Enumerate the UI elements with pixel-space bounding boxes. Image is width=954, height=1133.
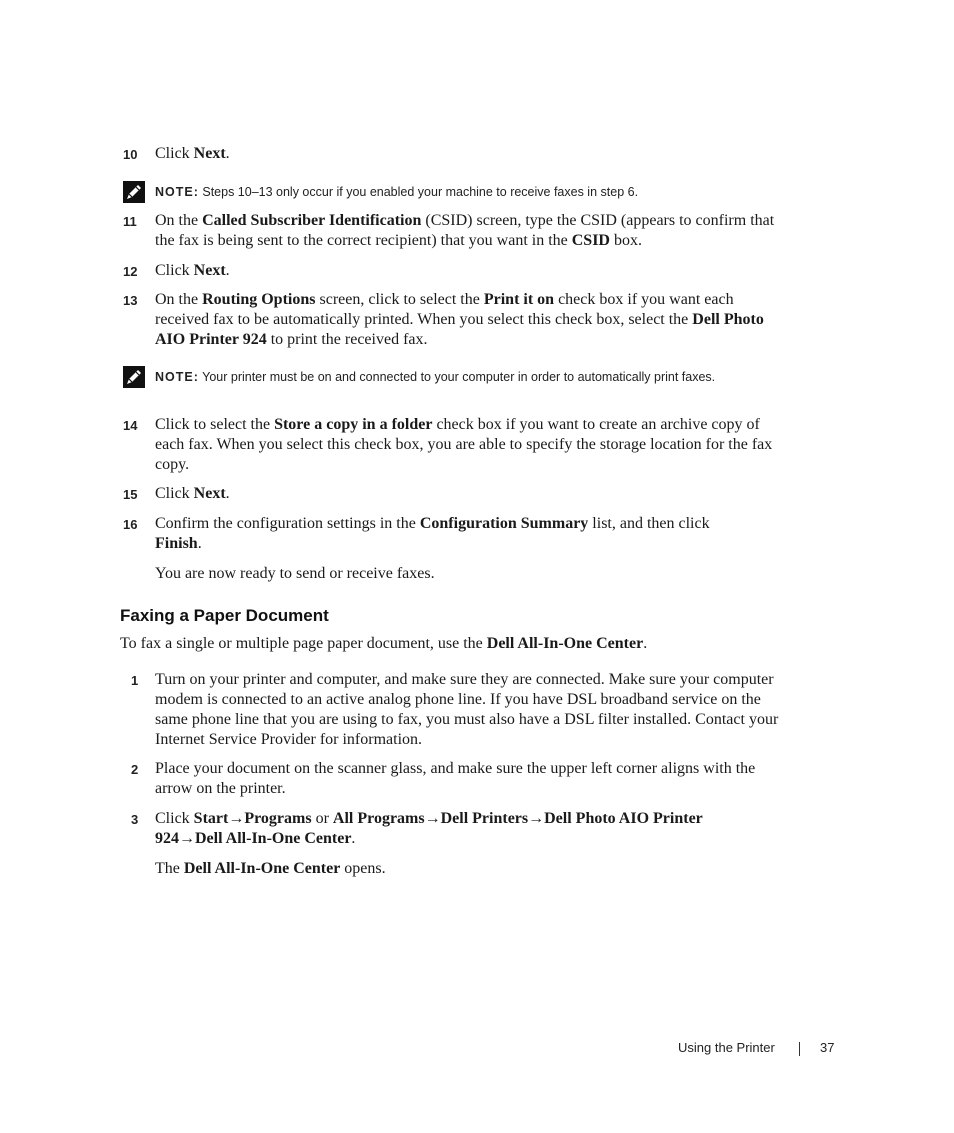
step-number-10: 10 bbox=[123, 147, 138, 162]
ready-text: You are now ready to send or receive faxes. bbox=[155, 565, 435, 582]
text-run: or bbox=[311, 810, 333, 827]
bold-term: Next bbox=[193, 485, 226, 502]
bold-term: Finish bbox=[155, 535, 198, 552]
note-label: NOTE: bbox=[155, 185, 199, 199]
step-11-text bbox=[155, 211, 785, 251]
step-number-13: 13 bbox=[123, 293, 138, 308]
text-run: list, and then click bbox=[588, 515, 710, 532]
text-run: Click bbox=[155, 262, 194, 279]
text-run: Click bbox=[155, 810, 194, 827]
step-number-14: 14 bbox=[123, 418, 138, 433]
text-run: Click bbox=[155, 485, 194, 502]
text-run: . bbox=[225, 262, 230, 279]
bold-term: Dell All-In-One Center bbox=[486, 635, 644, 652]
text-run: The bbox=[155, 860, 184, 877]
bold-term: Programs bbox=[244, 810, 312, 827]
text-run: Place your document on the scanner glass, and make sure the upper left corner aligns with the arrow on the printer. bbox=[155, 760, 756, 797]
bold-term: All Programs bbox=[332, 810, 425, 827]
note-body: Steps 10–13 only occur if you enabled your machine to receive faxes in step 6. bbox=[198, 185, 639, 199]
step-number-3: 3 bbox=[131, 812, 139, 827]
bold-term: Next bbox=[193, 262, 226, 279]
note-pencil-icon bbox=[123, 366, 145, 388]
text-run: . bbox=[225, 485, 230, 502]
step-number-11: 11 bbox=[123, 214, 137, 229]
bold-term: Next bbox=[193, 145, 226, 162]
bold-term: CSID bbox=[571, 232, 610, 249]
bold-term: Configuration Summary bbox=[419, 515, 589, 532]
text-run: → bbox=[228, 810, 245, 827]
bold-term: Dell All-In-One Center bbox=[183, 860, 341, 877]
step-12-text bbox=[155, 261, 785, 281]
bold-term: Dell Photo AIO Printer 924 bbox=[155, 311, 764, 348]
step-16-text bbox=[155, 514, 755, 554]
step-number-15: 15 bbox=[123, 487, 138, 502]
bold-term: Routing Options bbox=[202, 291, 316, 308]
text-run: → bbox=[424, 810, 441, 827]
bold-term: Start bbox=[193, 810, 229, 827]
text-run: check box if you want to create an archive copy of each fax. When you select this check box, you are able to specify the storage location for the fax copy. bbox=[155, 416, 773, 473]
text-run: → bbox=[179, 830, 195, 847]
bold-term: Dell Photo AIO Printer 924 bbox=[155, 810, 703, 847]
step-1-text bbox=[155, 670, 780, 750]
bold-term: Print it on bbox=[483, 291, 555, 308]
text-run: screen, click to select the bbox=[315, 291, 484, 308]
note-1 bbox=[155, 183, 775, 201]
note-pencil-icon bbox=[123, 181, 145, 203]
page-number: 37 bbox=[820, 1040, 835, 1055]
opens-text bbox=[155, 859, 785, 879]
footer-section-title: Using the Printer bbox=[678, 1040, 775, 1055]
text-run: . bbox=[225, 145, 230, 162]
footer-divider bbox=[799, 1042, 800, 1056]
section-heading: Faxing a Paper Document bbox=[120, 606, 329, 625]
step-number-12: 12 bbox=[123, 264, 138, 279]
text-run: (CSID) screen, type the CSID (appears to confirm that the fax is being sent to the correct recipient) that you want in the bbox=[155, 212, 775, 249]
note-body: Your printer must be on and connected to your computer in order to automatically print faxes. bbox=[198, 370, 716, 384]
step-13-text bbox=[155, 290, 785, 350]
text-run: opens. bbox=[340, 860, 386, 877]
note-2 bbox=[155, 368, 755, 386]
text-run: To fax a single or multiple page paper document, use the bbox=[120, 635, 487, 652]
text-run: Click bbox=[155, 145, 194, 162]
text-run: Confirm the configuration settings in the bbox=[155, 515, 420, 532]
text-run: to print the received fax. bbox=[266, 331, 428, 348]
note-label: NOTE: bbox=[155, 370, 199, 384]
text-run: Click to select the bbox=[155, 416, 275, 433]
step-10-text bbox=[155, 144, 785, 164]
text-run: → bbox=[528, 810, 545, 827]
step-number-16: 16 bbox=[123, 517, 138, 532]
bold-term: Dell Printers bbox=[440, 810, 529, 827]
text-run: On the bbox=[155, 212, 203, 229]
intro-text bbox=[120, 634, 780, 654]
step-number-2: 2 bbox=[131, 762, 139, 777]
text-run: . bbox=[643, 635, 648, 652]
step-3-text bbox=[155, 809, 745, 849]
text-run: On the bbox=[155, 291, 203, 308]
step-2-text bbox=[155, 759, 780, 799]
bold-term: Store a copy in a folder bbox=[274, 416, 433, 433]
bold-term: Called Subscriber Identification bbox=[202, 212, 422, 229]
text-run: . bbox=[197, 535, 202, 552]
step-14-text bbox=[155, 415, 785, 475]
text-run: box. bbox=[609, 232, 642, 249]
step-number-1: 1 bbox=[131, 673, 139, 688]
step-15-text bbox=[155, 484, 785, 504]
bold-term: Dell All-In-One Center bbox=[195, 830, 352, 847]
text-run: Turn on your printer and computer, and make sure they are connected. Make sure your computer modem is connected to an active analog phone line. If you have DSL broadband service on the same phone line that you are using to fax, you must also have a DSL filter installed. Contact your Internet Service Provider for information. bbox=[155, 671, 779, 748]
text-run: . bbox=[351, 830, 356, 847]
text-run: check box if you want each received fax to be automatically printed. When you select this check box, select the bbox=[155, 291, 734, 328]
